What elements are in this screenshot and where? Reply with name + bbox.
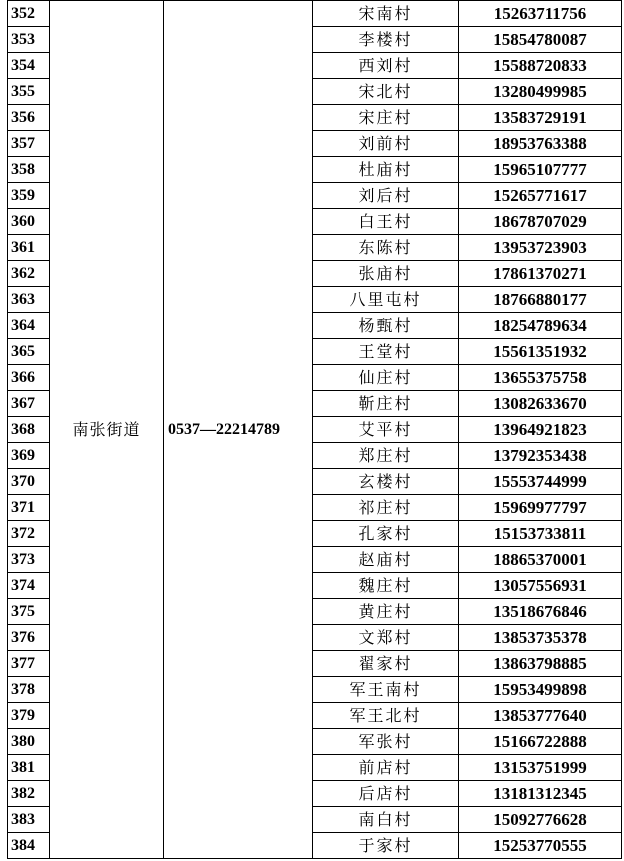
village-name: 南白村 [313,807,459,833]
village-phone: 15553744999 [459,469,622,495]
table-row [8,1,622,27]
village-name: 刘前村 [313,131,459,157]
village-name: 宋庄村 [313,105,459,131]
row-number: 371 [8,495,50,521]
village-phone: 13153751999 [459,755,622,781]
village-phone: 18865370001 [459,547,622,573]
village-name: 玄楼村 [313,469,459,495]
village-phone: 13792353438 [459,443,622,469]
row-number: 362 [8,261,50,287]
village-name: 军张村 [313,729,459,755]
village-phone: 13953723903 [459,235,622,261]
village-name: 黄庄村 [313,599,459,625]
village-name: 前店村 [313,755,459,781]
row-number: 379 [8,703,50,729]
row-number: 353 [8,27,50,53]
village-name: 白王村 [313,209,459,235]
row-number: 383 [8,807,50,833]
row-number: 352 [8,1,50,27]
row-number: 370 [8,469,50,495]
row-number: 381 [8,755,50,781]
village-phone: 13853735378 [459,625,622,651]
village-phone: 15153733811 [459,521,622,547]
row-number: 357 [8,131,50,157]
village-name: 宋北村 [313,79,459,105]
village-phone: 15263711756 [459,1,622,27]
village-name: 于家村 [313,833,459,859]
village-name: 王堂村 [313,339,459,365]
village-phone: 17861370271 [459,261,622,287]
row-number: 372 [8,521,50,547]
village-phone: 18953763388 [459,131,622,157]
village-phone: 15965107777 [459,157,622,183]
village-name: 军王南村 [313,677,459,703]
row-number: 365 [8,339,50,365]
village-phone: 13057556931 [459,573,622,599]
office-phone-cell: 0537—22214789 [164,1,313,859]
village-phone: 15166722888 [459,729,622,755]
row-number: 376 [8,625,50,651]
village-phone: 13280499985 [459,79,622,105]
village-name: 西刘村 [313,53,459,79]
village-name: 魏庄村 [313,573,459,599]
row-number: 384 [8,833,50,859]
row-number: 378 [8,677,50,703]
village-phone: 15854780087 [459,27,622,53]
village-name: 宋南村 [313,1,459,27]
village-phone: 13853777640 [459,703,622,729]
row-number: 367 [8,391,50,417]
row-number: 363 [8,287,50,313]
village-name: 军王北村 [313,703,459,729]
village-name: 艾平村 [313,417,459,443]
village-name: 李楼村 [313,27,459,53]
village-phone: 18254789634 [459,313,622,339]
village-phone: 13518676846 [459,599,622,625]
village-name: 仙庄村 [313,365,459,391]
row-number: 369 [8,443,50,469]
village-name: 文郑村 [313,625,459,651]
row-number: 366 [8,365,50,391]
village-name: 杜庙村 [313,157,459,183]
row-number: 382 [8,781,50,807]
row-number: 377 [8,651,50,677]
village-phone: 15561351932 [459,339,622,365]
village-name: 孔家村 [313,521,459,547]
village-phone: 18678707029 [459,209,622,235]
village-phone: 15253770555 [459,833,622,859]
village-name: 祁庄村 [313,495,459,521]
village-phone: 15092776628 [459,807,622,833]
village-phone: 15969977797 [459,495,622,521]
village-name: 八里屯村 [313,287,459,313]
row-number: 354 [8,53,50,79]
village-phone: 15953499898 [459,677,622,703]
contact-table [7,0,622,859]
row-number: 359 [8,183,50,209]
row-number: 380 [8,729,50,755]
village-phone: 13655375758 [459,365,622,391]
village-phone: 13863798885 [459,651,622,677]
row-number: 364 [8,313,50,339]
village-phone: 18766880177 [459,287,622,313]
village-name: 赵庙村 [313,547,459,573]
village-name: 后店村 [313,781,459,807]
village-phone: 13583729191 [459,105,622,131]
village-phone: 13082633670 [459,391,622,417]
row-number: 355 [8,79,50,105]
village-name: 郑庄村 [313,443,459,469]
village-phone: 13964921823 [459,417,622,443]
row-number: 373 [8,547,50,573]
village-name: 东陈村 [313,235,459,261]
row-number: 374 [8,573,50,599]
village-name: 杨甄村 [313,313,459,339]
row-number: 356 [8,105,50,131]
village-name: 翟家村 [313,651,459,677]
village-phone: 15265771617 [459,183,622,209]
village-phone: 15588720833 [459,53,622,79]
village-name: 刘后村 [313,183,459,209]
village-name: 靳庄村 [313,391,459,417]
row-number: 361 [8,235,50,261]
row-number: 375 [8,599,50,625]
village-name: 张庙村 [313,261,459,287]
street-name-cell: 南张街道 [50,1,164,859]
contact-table-body [8,1,622,859]
row-number: 360 [8,209,50,235]
row-number: 368 [8,417,50,443]
row-number: 358 [8,157,50,183]
village-phone: 13181312345 [459,781,622,807]
